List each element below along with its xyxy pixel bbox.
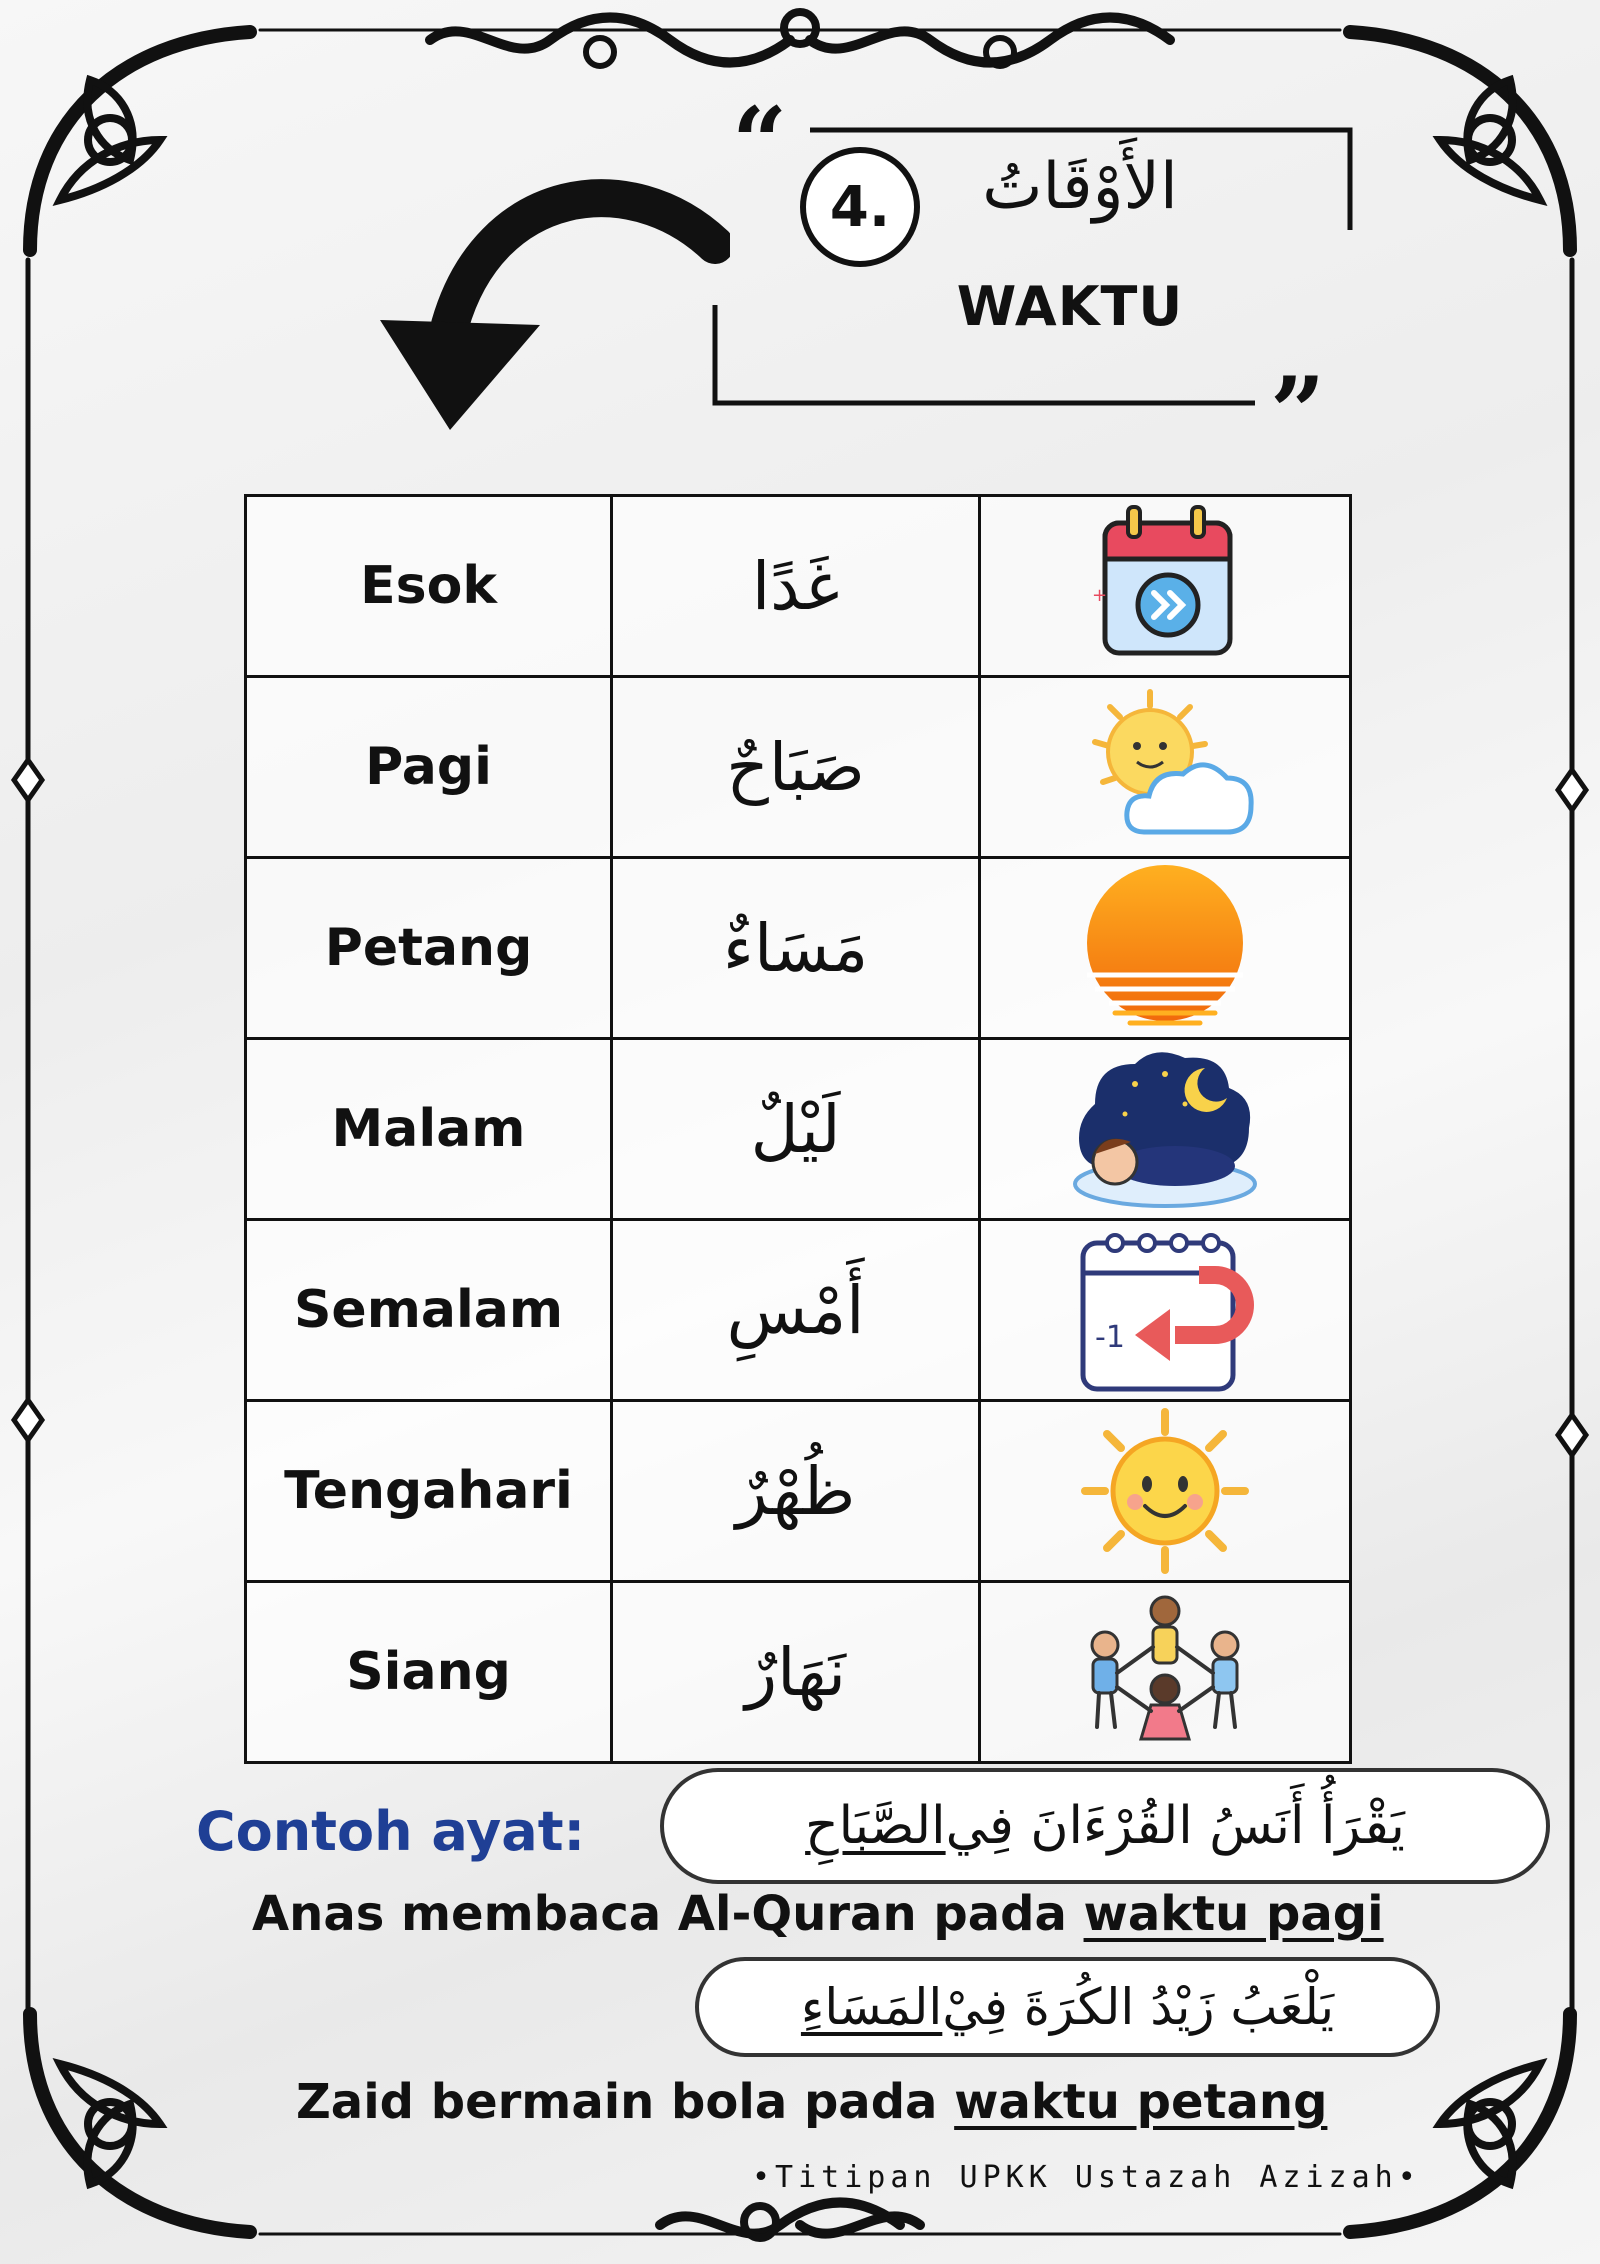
calendar-forward-icon (1080, 501, 1250, 671)
picture-cell (980, 1401, 1351, 1582)
malay-word: Siang (246, 1582, 612, 1763)
picture-cell (980, 677, 1351, 858)
vocabulary-table (244, 494, 1352, 1764)
vocab-row-esok (246, 496, 1351, 677)
malay-word: Petang (246, 858, 612, 1039)
svg-text:+: + (1092, 585, 1108, 606)
picture-cell (980, 1220, 1351, 1401)
picture-cell (980, 1039, 1351, 1220)
picture-cell (980, 496, 1351, 677)
vocab-row-siang (246, 1582, 1351, 1763)
arabic-word: مَسَاءٌ (612, 858, 980, 1039)
calendar-back-label: -1 (1095, 1320, 1125, 1355)
malay-word: Semalam (246, 1220, 612, 1401)
example-arabic-sentence-1 (660, 1768, 1550, 1884)
arabic-word: ظُهْرٌ (612, 1401, 980, 1582)
arabic-word: أَمْسِ (612, 1220, 980, 1401)
example-arabic-sentence-2 (695, 1957, 1440, 2057)
arabic-word: غَدًا (612, 496, 980, 677)
arabic-word: نَهَارٌ (612, 1582, 980, 1763)
picture-cell (980, 858, 1351, 1039)
vocab-row-pagi (246, 677, 1351, 858)
picture-cell (980, 1582, 1351, 1763)
malay-key-phrase: waktu petang (954, 2074, 1328, 2130)
example-malay-sentence-1 (252, 1886, 1384, 1942)
sleeping-night-icon (1065, 1044, 1265, 1214)
close-quote-mark: ” (1270, 356, 1326, 469)
malay-sentence-text: Zaid bermain bola pada (296, 2074, 955, 2130)
sunset-icon (1075, 863, 1255, 1033)
sun-behind-cloud-icon (1065, 682, 1265, 852)
credit-text: •Titipan UPKK Ustazah Azizah• (752, 2160, 1421, 2195)
open-quote-mark: “ (732, 86, 788, 199)
arabic-word: صَبَاحٌ (612, 677, 980, 858)
examples-heading: Contoh ayat: (196, 1800, 586, 1863)
page-title: WAKTU (956, 275, 1184, 338)
smiling-sun-icon (1075, 1406, 1255, 1576)
calendar-back-icon (1065, 1225, 1265, 1395)
page-title-arabic: الأَوْقَاتُ (982, 150, 1178, 224)
vocab-row-petang (246, 858, 1351, 1039)
vocab-row-tengahari (246, 1401, 1351, 1582)
curved-arrow-icon (370, 175, 730, 435)
arabic-key-word: المَسَاءِ (800, 1978, 943, 2036)
vocab-row-semalam (246, 1220, 1351, 1401)
arabic-key-word: الصَّبَاحِ (805, 1796, 946, 1856)
malay-word: Esok (246, 496, 612, 677)
children-playing-icon (1065, 1587, 1265, 1757)
example-malay-sentence-2 (296, 2074, 1327, 2130)
arabic-word: لَيْلٌ (612, 1039, 980, 1220)
arabic-sentence-text: يَلْعَبُ زَيْدُ الكُرَةَ فِيْ (942, 1978, 1335, 2036)
malay-word: Malam (246, 1039, 612, 1220)
lesson-number: 4. (800, 147, 920, 267)
malay-word: Pagi (246, 677, 612, 858)
arabic-sentence-text: يَقْرَأُ أَنَسُ القُرْءَانَ فِي (945, 1796, 1405, 1856)
malay-word: Tengahari (246, 1401, 612, 1582)
malay-key-phrase: waktu pagi (1083, 1886, 1384, 1942)
malay-sentence-text: Anas membaca Al-Quran pada (252, 1886, 1084, 1942)
vocab-row-malam (246, 1039, 1351, 1220)
